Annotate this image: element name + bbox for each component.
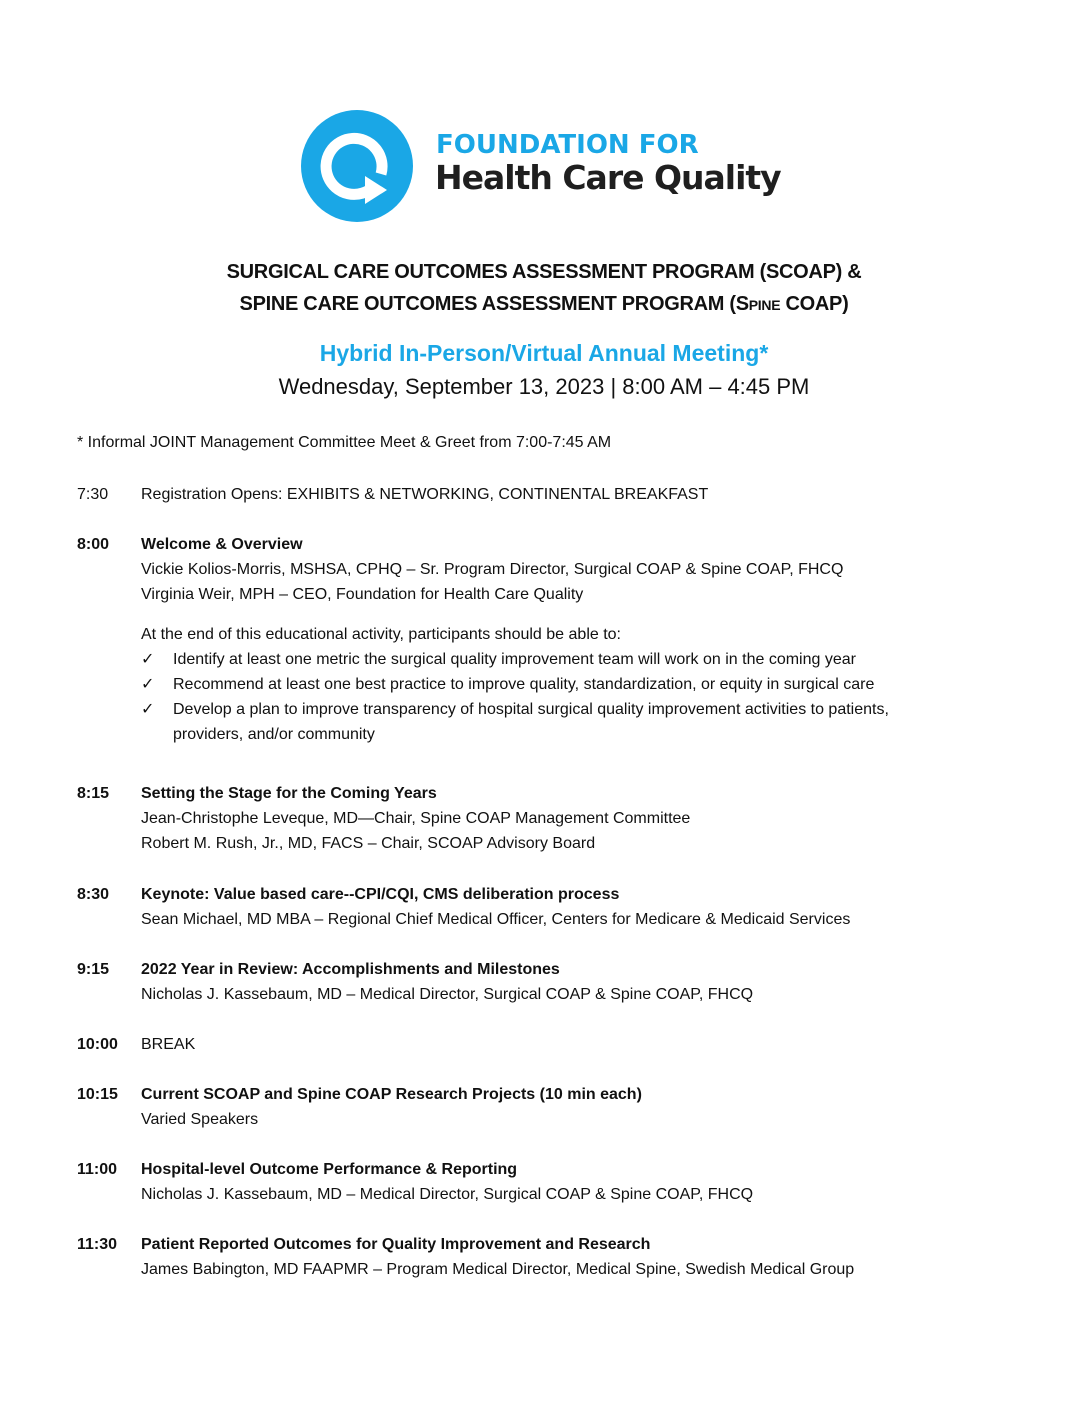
speaker: Virginia Weir, MPH – CEO, Foundation for Health Care Quality — [141, 586, 584, 603]
checkmark-icon: ✓ — [141, 676, 155, 693]
agenda-item — [77, 882, 1037, 932]
agenda-title: Hospital-level Outcome Performance & Reporting — [141, 1161, 518, 1178]
agenda-title: Setting the Stage for the Coming Years — [141, 785, 437, 802]
speaker: Nicholas J. Kassebaum, MD – Medical Director, Surgical COAP & Spine COAP, FHCQ — [141, 986, 754, 1003]
agenda-title: Registration Opens: EXHIBITS & NETWORKING, CONTINENTAL BREAKFAST — [141, 486, 709, 503]
agenda-time: 8:00 — [77, 536, 110, 553]
agenda-title: 2022 Year in Review: Accomplishments and Milestones — [141, 961, 560, 978]
agenda-time: 11:00 — [77, 1161, 118, 1178]
agenda-time: 11:30 — [77, 1236, 118, 1253]
agenda-title: Keynote: Value based care--CPI/CQI, CMS deliberation process — [141, 886, 620, 903]
agenda-title: BREAK — [141, 1036, 196, 1053]
circular-q-arrow-icon — [301, 110, 413, 222]
speaker: Robert M. Rush, Jr., MD, FACS – Chair, SCOAP Advisory Board — [141, 835, 596, 852]
speaker: Vickie Kolios-Morris, MSHSA, CPHQ – Sr. Program Director, Surgical COAP & Spine COAP, FHCQ — [141, 561, 844, 578]
meeting-title: Hybrid In-Person/Virtual Annual Meeting* — [319, 340, 769, 366]
checkmark-icon: ✓ — [141, 701, 155, 718]
agenda-title: Welcome & Overview — [141, 536, 303, 553]
agenda-item — [77, 1232, 1037, 1282]
foundation-logo — [301, 110, 781, 222]
logo-text-foundation-for: FOUNDATION FOR — [436, 130, 699, 160]
agenda-time: 10:00 — [77, 1036, 118, 1053]
agenda-item — [77, 1032, 1037, 1057]
meeting-date: Wednesday, September 13, 2023 | 8:00 AM – 4:45 PM — [278, 374, 810, 399]
agenda-item — [77, 781, 1037, 856]
agenda-time: 8:30 — [77, 886, 110, 903]
agenda-item — [77, 1082, 1037, 1132]
program-title-spine-coap: SPINE CARE OUTCOMES ASSESSMENT PROGRAM (SPINE COAP) — [239, 293, 849, 315]
objectives-intro: At the end of this educational activity, participants should be able to: — [141, 626, 621, 643]
speaker: Nicholas J. Kassebaum, MD – Medical Director, Surgical COAP & Spine COAP, FHCQ — [141, 1186, 754, 1203]
agenda-item — [77, 957, 1037, 1007]
program-title-scoap: SURGICAL CARE OUTCOMES ASSESSMENT PROGRAM (SCOAP) & — [226, 261, 862, 283]
checkmark-icon: ✓ — [141, 651, 155, 668]
agenda-item — [77, 532, 1037, 747]
speaker: James Babington, MD FAAPMR – Program Medical Director, Medical Spine, Swedish Medical Group — [141, 1261, 855, 1278]
agenda-title: Current SCOAP and Spine COAP Research Projects (10 min each) — [141, 1086, 642, 1103]
logo-text-health-care-quality: Health Care Quality — [435, 158, 781, 197]
speaker: Jean-Christophe Leveque, MD—Chair, Spine COAP Management Committee — [141, 810, 691, 827]
speaker: Varied Speakers — [141, 1111, 259, 1128]
agenda-item — [77, 482, 1037, 507]
objective-item: ✓ Identify at least one metric the surgical quality improvement team will work on in the coming year — [141, 647, 1037, 672]
agenda-time: 9:15 — [77, 961, 110, 978]
agenda-title: Patient Reported Outcomes for Quality Improvement and Research — [141, 1236, 651, 1253]
meet-and-greet-note: * Informal JOINT Management Committee Meet & Greet from 7:00-7:45 AM — [77, 434, 612, 451]
agenda-time: 8:15 — [77, 785, 110, 802]
objective-item: ✓ Develop a plan to improve transparency of hospital surgical quality improvement activities to patients, providers, and/or community — [141, 697, 1037, 747]
agenda-item — [77, 1157, 1037, 1207]
speaker: Sean Michael, MD MBA – Regional Chief Medical Officer, Centers for Medicare & Medicaid Services — [141, 911, 851, 928]
agenda-time: 7:30 — [77, 486, 109, 503]
agenda-time: 10:15 — [77, 1086, 118, 1103]
objective-item: ✓ Recommend at least one best practice to improve quality, standardization, or equity in surgical care — [141, 672, 1037, 697]
